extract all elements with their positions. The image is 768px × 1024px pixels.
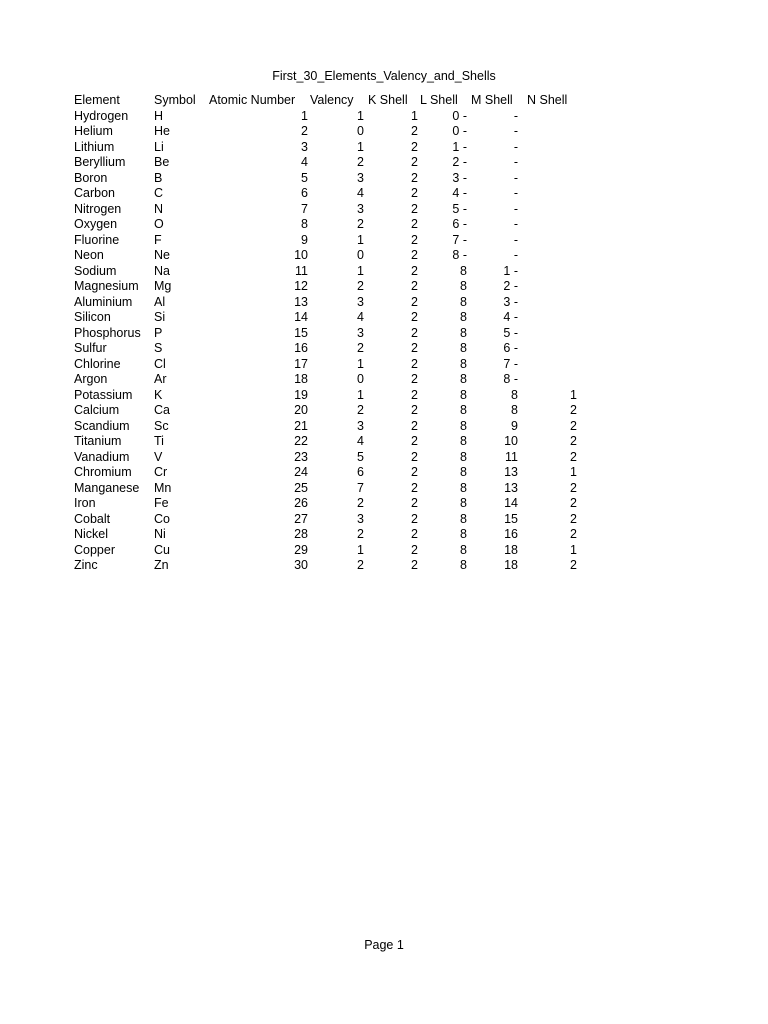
cell-m-shell: 2 - bbox=[503, 279, 518, 293]
cell-k-shell: 2 bbox=[411, 232, 418, 247]
cell-m-shell: 1 - bbox=[503, 263, 518, 278]
cell-valency: 2 bbox=[357, 279, 364, 293]
cell-k-shell: 2 bbox=[411, 480, 418, 495]
cell-symbol: K bbox=[154, 387, 163, 402]
cell-symbol: Cr bbox=[154, 465, 168, 479]
cell-valency: 1 bbox=[357, 139, 364, 154]
cell-atomic-number: 8 bbox=[301, 217, 308, 231]
cell-k-shell: 2 bbox=[411, 186, 418, 200]
cell-k-shell: 2 bbox=[411, 310, 418, 324]
cell-element: Boron bbox=[74, 170, 108, 185]
cell-l-shell: 8 bbox=[460, 341, 467, 355]
cell-element: Hydrogen bbox=[74, 108, 129, 123]
cell-m-shell: 8 - bbox=[503, 372, 518, 386]
cell-element: Chlorine bbox=[74, 356, 121, 371]
cell-element: Zinc bbox=[74, 558, 98, 572]
cell-atomic-number: 21 bbox=[294, 418, 308, 433]
cell-k-shell: 2 bbox=[411, 403, 418, 417]
cell-atomic-number: 13 bbox=[294, 294, 308, 309]
cell-atomic-number: 5 bbox=[301, 170, 308, 185]
cell-m-shell: 10 bbox=[504, 434, 518, 448]
cell-element: Copper bbox=[74, 542, 115, 557]
cell-m-shell: - bbox=[513, 186, 518, 200]
page-title: First_30_Elements_Valency_and_Shells bbox=[272, 69, 496, 83]
header-n-shell: N Shell bbox=[527, 93, 568, 107]
cell-valency: 2 bbox=[357, 403, 364, 417]
cell-k-shell: 2 bbox=[411, 542, 418, 557]
cell-l-shell: 8 bbox=[460, 511, 467, 526]
cell-k-shell: 2 bbox=[411, 263, 418, 278]
cell-m-shell: 5 - bbox=[503, 325, 518, 340]
cell-m-shell: 4 - bbox=[503, 310, 518, 324]
cell-valency: 4 bbox=[357, 310, 364, 324]
header-symbol: Symbol bbox=[154, 93, 196, 107]
cell-element: Lithium bbox=[74, 139, 115, 154]
cell-m-shell: - bbox=[513, 170, 518, 185]
cell-n-shell: 2 bbox=[570, 480, 577, 495]
cell-atomic-number: 23 bbox=[294, 449, 308, 464]
cell-atomic-number: 27 bbox=[294, 511, 308, 526]
cell-symbol: Co bbox=[154, 511, 170, 526]
cell-symbol: Si bbox=[154, 310, 166, 324]
cell-atomic-number: 1 bbox=[301, 108, 308, 123]
cell-symbol: Sc bbox=[154, 418, 169, 433]
cell-symbol: Na bbox=[154, 263, 170, 278]
cell-m-shell: 13 bbox=[504, 465, 518, 479]
cell-atomic-number: 20 bbox=[294, 403, 308, 417]
cell-k-shell: 2 bbox=[411, 418, 418, 433]
cell-atomic-number: 25 bbox=[294, 480, 308, 495]
cell-valency: 5 bbox=[357, 449, 364, 464]
cell-valency: 2 bbox=[357, 217, 364, 231]
cell-symbol: B bbox=[154, 170, 163, 185]
cell-k-shell: 2 bbox=[411, 387, 418, 402]
cell-l-shell: 8 bbox=[460, 356, 467, 371]
cell-l-shell: 7 - bbox=[452, 232, 467, 247]
cell-k-shell: 2 bbox=[411, 248, 418, 262]
cell-element: Nickel bbox=[74, 527, 109, 541]
cell-valency: 2 bbox=[357, 341, 364, 355]
cell-symbol: V bbox=[154, 449, 163, 464]
cell-symbol: Zn bbox=[154, 558, 169, 572]
cell-n-shell: 2 bbox=[570, 558, 577, 572]
cell-k-shell: 1 bbox=[411, 108, 418, 123]
cell-element: Helium bbox=[74, 124, 113, 138]
cell-valency: 0 bbox=[357, 124, 364, 138]
cell-symbol: P bbox=[154, 325, 163, 340]
cell-valency: 3 bbox=[357, 418, 364, 433]
cell-element: Vanadium bbox=[74, 449, 130, 464]
cell-atomic-number: 15 bbox=[294, 325, 308, 340]
cell-symbol: H bbox=[154, 108, 164, 123]
cell-symbol: Ni bbox=[154, 527, 166, 541]
cell-l-shell: 8 bbox=[460, 542, 467, 557]
cell-l-shell: 8 bbox=[460, 279, 467, 293]
cell-valency: 2 bbox=[357, 558, 364, 572]
cell-symbol: Ti bbox=[154, 434, 164, 448]
cell-l-shell: 8 bbox=[460, 434, 467, 448]
cell-m-shell: 3 - bbox=[503, 294, 518, 309]
cell-m-shell: 11 bbox=[505, 449, 518, 464]
cell-k-shell: 2 bbox=[411, 139, 418, 154]
cell-symbol: N bbox=[154, 201, 164, 216]
cell-n-shell: 2 bbox=[570, 511, 577, 526]
cell-symbol: Li bbox=[154, 139, 164, 154]
cell-l-shell: 8 - bbox=[452, 248, 467, 262]
cell-m-shell: 8 bbox=[511, 403, 518, 417]
cell-valency: 1 bbox=[357, 356, 364, 371]
cell-symbol: O bbox=[154, 217, 164, 231]
cell-n-shell: 2 bbox=[570, 403, 577, 417]
cell-k-shell: 2 bbox=[411, 201, 418, 216]
cell-valency: 7 bbox=[357, 480, 364, 495]
cell-m-shell: 18 bbox=[504, 558, 518, 572]
cell-m-shell: 18 bbox=[504, 542, 518, 557]
cell-n-shell: 2 bbox=[570, 418, 577, 433]
header-element: Element bbox=[74, 93, 120, 107]
cell-atomic-number: 11 bbox=[295, 263, 308, 278]
cell-l-shell: 8 bbox=[460, 403, 467, 417]
cell-atomic-number: 30 bbox=[294, 558, 308, 572]
cell-k-shell: 2 bbox=[411, 124, 418, 138]
cell-element: Potassium bbox=[74, 387, 133, 402]
cell-m-shell: 14 bbox=[504, 496, 518, 510]
cell-symbol: Ne bbox=[154, 248, 170, 262]
cell-l-shell: 6 - bbox=[452, 217, 467, 231]
cell-l-shell: 8 bbox=[460, 558, 467, 572]
cell-symbol: Ca bbox=[154, 403, 170, 417]
cell-symbol: Mg bbox=[154, 279, 172, 293]
cell-m-shell: 16 bbox=[504, 527, 518, 541]
cell-l-shell: 5 - bbox=[452, 201, 467, 216]
cell-valency: 3 bbox=[357, 325, 364, 340]
cell-valency: 3 bbox=[357, 511, 364, 526]
cell-k-shell: 2 bbox=[411, 527, 418, 541]
header-atomic-number: Atomic Number bbox=[209, 93, 296, 107]
cell-l-shell: 8 bbox=[460, 496, 467, 510]
cell-element: Nitrogen bbox=[74, 201, 122, 216]
cell-element: Calcium bbox=[74, 403, 120, 417]
cell-valency: 1 bbox=[357, 542, 364, 557]
cell-k-shell: 2 bbox=[411, 325, 418, 340]
cell-symbol: F bbox=[154, 232, 162, 247]
cell-l-shell: 8 bbox=[460, 449, 467, 464]
cell-element: Beryllium bbox=[74, 155, 126, 169]
cell-element: Phosphorus bbox=[74, 325, 141, 340]
cell-k-shell: 2 bbox=[411, 511, 418, 526]
cell-m-shell: - bbox=[513, 155, 518, 169]
cell-l-shell: 8 bbox=[460, 294, 467, 309]
cell-m-shell: - bbox=[513, 217, 518, 231]
cell-atomic-number: 4 bbox=[301, 155, 308, 169]
cell-l-shell: 8 bbox=[460, 418, 467, 433]
cell-m-shell: - bbox=[513, 108, 518, 123]
cell-l-shell: 8 bbox=[460, 263, 467, 278]
cell-k-shell: 2 bbox=[411, 434, 418, 448]
cell-element: Chromium bbox=[74, 465, 132, 479]
cell-symbol: Cu bbox=[154, 542, 170, 557]
cell-l-shell: 8 bbox=[460, 372, 467, 386]
cell-element: Magnesium bbox=[74, 279, 139, 293]
cell-valency: 2 bbox=[357, 496, 364, 510]
cell-atomic-number: 2 bbox=[301, 124, 308, 138]
cell-valency: 1 bbox=[357, 387, 364, 402]
cell-valency: 2 bbox=[357, 155, 364, 169]
cell-l-shell: 0 - bbox=[452, 108, 467, 123]
cell-symbol: Al bbox=[154, 294, 166, 309]
cell-l-shell: 8 bbox=[460, 465, 467, 479]
cell-l-shell: 8 bbox=[460, 527, 467, 541]
page-number: Page 1 bbox=[364, 938, 404, 952]
cell-l-shell: 8 bbox=[460, 310, 467, 324]
cell-element: Fluorine bbox=[74, 232, 120, 247]
cell-n-shell: 2 bbox=[570, 434, 577, 448]
cell-element: Titanium bbox=[74, 434, 122, 448]
cell-atomic-number: 14 bbox=[294, 310, 308, 324]
cell-element: Sodium bbox=[74, 263, 117, 278]
cell-valency: 4 bbox=[357, 186, 364, 200]
cell-k-shell: 2 bbox=[411, 217, 418, 231]
cell-element: Sulfur bbox=[74, 341, 107, 355]
cell-k-shell: 2 bbox=[411, 372, 418, 386]
cell-element: Argon bbox=[74, 372, 108, 386]
cell-valency: 1 bbox=[357, 263, 364, 278]
cell-symbol: Mn bbox=[154, 480, 172, 495]
cell-symbol: He bbox=[154, 124, 170, 138]
cell-element: Iron bbox=[74, 496, 96, 510]
cell-valency: 3 bbox=[357, 201, 364, 216]
cell-atomic-number: 17 bbox=[294, 356, 308, 371]
header-l-shell: L Shell bbox=[420, 93, 458, 107]
cell-k-shell: 2 bbox=[411, 155, 418, 169]
cell-k-shell: 2 bbox=[411, 170, 418, 185]
header-k-shell: K Shell bbox=[368, 93, 408, 107]
cell-l-shell: 8 bbox=[460, 387, 467, 402]
cell-valency: 2 bbox=[357, 527, 364, 541]
cell-m-shell: 15 bbox=[504, 511, 518, 526]
cell-m-shell: 7 - bbox=[503, 356, 518, 371]
cell-element: Cobalt bbox=[74, 511, 111, 526]
cell-m-shell: 6 - bbox=[503, 341, 518, 355]
cell-n-shell: 2 bbox=[570, 527, 577, 541]
cell-symbol: Fe bbox=[154, 496, 169, 510]
cell-atomic-number: 24 bbox=[294, 465, 308, 479]
cell-valency: 3 bbox=[357, 294, 364, 309]
cell-l-shell: 8 bbox=[460, 325, 467, 340]
cell-atomic-number: 19 bbox=[294, 387, 308, 402]
cell-valency: 6 bbox=[357, 465, 364, 479]
cell-valency: 1 bbox=[357, 108, 364, 123]
cell-l-shell: 3 - bbox=[452, 170, 467, 185]
cell-l-shell: 0 - bbox=[452, 124, 467, 138]
cell-symbol: S bbox=[154, 341, 163, 355]
cell-valency: 1 bbox=[357, 232, 364, 247]
cell-l-shell: 8 bbox=[460, 480, 467, 495]
cell-valency: 0 bbox=[357, 248, 364, 262]
cell-element: Carbon bbox=[74, 186, 115, 200]
header-valency: Valency bbox=[310, 93, 354, 107]
cell-m-shell: - bbox=[513, 232, 518, 247]
cell-k-shell: 2 bbox=[411, 341, 418, 355]
cell-m-shell: 8 bbox=[511, 387, 518, 402]
cell-atomic-number: 29 bbox=[294, 542, 308, 557]
cell-l-shell: 2 - bbox=[452, 155, 467, 169]
cell-k-shell: 2 bbox=[411, 496, 418, 510]
cell-k-shell: 2 bbox=[411, 294, 418, 309]
cell-n-shell: 2 bbox=[570, 449, 577, 464]
cell-element: Silicon bbox=[74, 310, 111, 324]
cell-element: Scandium bbox=[74, 418, 130, 433]
cell-m-shell: - bbox=[513, 124, 518, 138]
cell-n-shell: 1 bbox=[570, 387, 577, 402]
cell-atomic-number: 26 bbox=[294, 496, 308, 510]
cell-atomic-number: 6 bbox=[301, 186, 308, 200]
cell-n-shell: 2 bbox=[570, 496, 577, 510]
cell-valency: 4 bbox=[357, 434, 364, 448]
cell-k-shell: 2 bbox=[411, 465, 418, 479]
cell-atomic-number: 28 bbox=[294, 527, 308, 541]
cell-atomic-number: 7 bbox=[301, 201, 308, 216]
cell-l-shell: 4 - bbox=[452, 186, 467, 200]
cell-atomic-number: 16 bbox=[294, 341, 308, 355]
cell-valency: 3 bbox=[357, 170, 364, 185]
cell-element: Manganese bbox=[74, 480, 140, 495]
cell-k-shell: 2 bbox=[411, 356, 418, 371]
cell-m-shell: - bbox=[513, 201, 518, 216]
cell-symbol: Cl bbox=[154, 356, 166, 371]
cell-n-shell: 1 bbox=[570, 542, 577, 557]
cell-n-shell: 1 bbox=[570, 465, 577, 479]
cell-m-shell: 13 bbox=[504, 480, 518, 495]
cell-atomic-number: 22 bbox=[294, 434, 308, 448]
cell-atomic-number: 18 bbox=[294, 372, 308, 386]
cell-m-shell: - bbox=[513, 248, 518, 262]
cell-l-shell: 1 - bbox=[452, 139, 467, 154]
cell-element: Neon bbox=[74, 248, 104, 262]
cell-element: Oxygen bbox=[74, 217, 118, 231]
cell-atomic-number: 3 bbox=[301, 139, 308, 154]
cell-valency: 0 bbox=[357, 372, 364, 386]
cell-atomic-number: 10 bbox=[294, 248, 308, 262]
cell-symbol: C bbox=[154, 186, 164, 200]
cell-atomic-number: 9 bbox=[301, 232, 308, 247]
cell-element: Aluminium bbox=[74, 294, 133, 309]
cell-atomic-number: 12 bbox=[294, 279, 308, 293]
cell-symbol: Ar bbox=[154, 372, 167, 386]
header-m-shell: M Shell bbox=[471, 93, 513, 107]
cell-k-shell: 2 bbox=[411, 449, 418, 464]
cell-symbol: Be bbox=[154, 155, 170, 169]
cell-k-shell: 2 bbox=[411, 279, 418, 293]
cell-m-shell: - bbox=[513, 139, 518, 154]
cell-k-shell: 2 bbox=[411, 558, 418, 572]
cell-m-shell: 9 bbox=[511, 418, 518, 433]
